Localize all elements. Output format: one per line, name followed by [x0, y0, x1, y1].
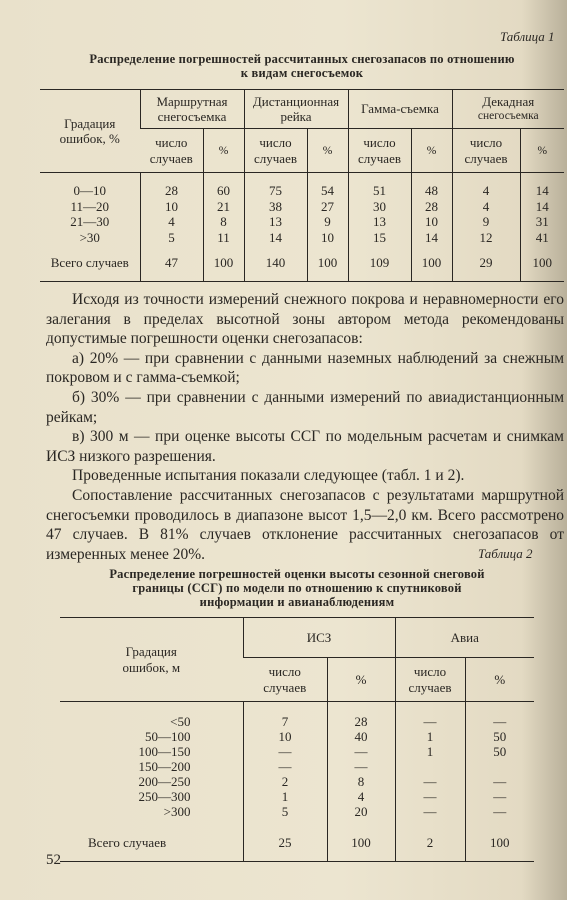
cell-value: 20 — [354, 804, 368, 819]
row-label: 150—200 — [138, 759, 191, 774]
row-label: 0—10 — [73, 183, 106, 198]
body-text — [46, 290, 564, 564]
page-number: 52 — [46, 852, 61, 868]
gradation-header-line2: ошибок, % — [59, 131, 120, 146]
cell-value: — — [493, 804, 507, 819]
paragraph: Сопоставление рассчитанных снегозапасов с результатами маршрутной снегосъемки проводилось в диапазоне высот 1,5—2,0 км. Всего рассмотрено 47 случаев. В 81% случаев отклонение рассчитанных снегозапасов от измеренных менее 20%. — [46, 486, 564, 563]
group-label-line2: снегосъемка — [157, 109, 227, 124]
table2-sub-count — [243, 658, 327, 702]
cell-value: 40 — [354, 729, 368, 744]
cell-value: 60 — [217, 183, 230, 198]
cell-value: 8 — [357, 774, 365, 789]
cell-value: 2 — [281, 774, 289, 789]
sub-count-l2: случаев — [408, 679, 452, 695]
table1-sub-count — [140, 129, 203, 173]
col-values — [244, 173, 307, 246]
cell-value: 51 — [373, 183, 386, 198]
cell-value: 4 — [482, 183, 490, 198]
cell-value: 14 — [535, 183, 549, 198]
table1-gradation-header — [40, 90, 140, 173]
cell-value: 10 — [278, 729, 292, 744]
col-values — [395, 702, 465, 826]
cell-value: — — [278, 744, 292, 759]
sub-count-l1: число — [363, 135, 396, 150]
table1-sub-percent: % — [520, 129, 564, 173]
cell-value: 1 — [426, 744, 434, 759]
table2-sub-count — [395, 658, 465, 702]
cell-value: 38 — [269, 198, 282, 214]
paragraph: Исходя из точности измерений снежного покрова и неравномерности его залегания в пределах высотной зоны автором метода рекомендованы допустимые погрешности оценки снегозапасов: — [46, 291, 564, 348]
table2-group-isz: ИСЗ — [243, 618, 395, 658]
table2-caption-line1: Распределение погрешностей оценки высоты сезонной снеговой — [109, 567, 485, 581]
cell-value: 14 — [535, 198, 549, 214]
cell-value: — — [354, 744, 368, 759]
table-row-total — [60, 825, 534, 861]
cell-value: 4 — [357, 789, 365, 804]
group-label-line2: рейка — [280, 109, 312, 124]
col-values — [243, 702, 327, 826]
total-value: 25 — [243, 825, 327, 861]
row-label: >30 — [79, 229, 100, 245]
cell-value: — — [423, 774, 437, 789]
table-row — [40, 173, 564, 246]
cell-value: 28 — [354, 714, 368, 729]
row-labels — [60, 702, 243, 826]
row-label: <50 — [170, 714, 191, 729]
cell-value: 7 — [281, 714, 289, 729]
total-value: 47 — [140, 245, 203, 281]
cell-value: 11 — [217, 229, 230, 245]
cell-value: 13 — [373, 214, 386, 229]
cell-value: — — [423, 714, 437, 729]
cell-value: 50 — [493, 744, 507, 759]
cell-value: 4 — [168, 214, 175, 229]
cell-value: 9 — [324, 214, 331, 229]
table1-group-distance — [244, 90, 348, 129]
list-item: в) 300 м — при оценке высоты ССГ по модельным расчетам и снимкам ИСЗ низкого разрешения. — [46, 428, 564, 465]
table2-sub-percent: % — [327, 658, 395, 702]
group-label-line1: Дистанционная — [252, 93, 340, 109]
cell-value: 50 — [493, 729, 507, 744]
cell-value: 27 — [321, 198, 334, 214]
table-row-total — [40, 245, 564, 281]
table2-caption-line3: информации и авианаблюдениям — [199, 595, 395, 609]
table2 — [60, 617, 534, 862]
col-values — [327, 702, 395, 826]
cell-value: 13 — [269, 214, 282, 229]
sub-count-l2: случаев — [464, 150, 508, 166]
cell-value: 30 — [373, 198, 386, 214]
cell-value: 28 — [425, 198, 438, 214]
row-label: 100—150 — [138, 744, 191, 759]
total-value: 2 — [395, 825, 465, 861]
sub-count-l2: случаев — [149, 150, 193, 166]
gradation-header-line2: ошибок, м — [122, 659, 181, 675]
cell-value: 15 — [373, 229, 386, 245]
col-values — [348, 173, 411, 246]
table1-group-gamma — [348, 90, 452, 129]
cell-value: 5 — [168, 229, 175, 245]
total-label: Всего случаев — [40, 245, 140, 281]
paragraph: Проведенные испытания показали следующее (табл. 1 и 2). — [72, 467, 465, 485]
table1-sub-percent: % — [411, 129, 452, 173]
cell-value: 75 — [269, 183, 282, 198]
cell-value: 31 — [535, 214, 549, 229]
cell-value: 10 — [425, 214, 438, 229]
col-values — [520, 173, 564, 246]
table1-sub-percent: % — [307, 129, 348, 173]
total-value: 100 — [327, 825, 395, 861]
cell-value: 9 — [482, 214, 490, 229]
cell-value — [396, 759, 465, 774]
table1-group-decade — [452, 90, 564, 129]
cell-value: 1 — [281, 789, 289, 804]
cell-value: — — [493, 774, 507, 789]
table1-caption-line2: к видам снегосъемок — [240, 66, 364, 80]
sub-count-l1: число — [268, 664, 301, 679]
cell-value: 48 — [425, 183, 438, 198]
cell-value: 5 — [281, 804, 289, 819]
total-value: 140 — [244, 245, 307, 281]
row-label: 250—300 — [138, 789, 191, 804]
table-row — [60, 702, 534, 826]
col-values — [140, 173, 203, 246]
sub-count-l1: число — [469, 135, 503, 150]
row-labels — [40, 173, 140, 246]
total-value: 109 — [348, 245, 411, 281]
row-label: 200—250 — [138, 774, 191, 789]
group-label-line2: снегосъемка — [477, 110, 539, 122]
sub-count-l1: число — [413, 664, 447, 679]
sub-count-l1: число — [259, 135, 292, 150]
cell-value: 41 — [535, 229, 549, 245]
cell-value: 10 — [165, 198, 178, 214]
cell-value: 14 — [269, 229, 282, 245]
cell-value: — — [423, 789, 437, 804]
total-value: 100 — [465, 825, 534, 861]
sub-count-l2: случаев — [254, 150, 297, 166]
sub-count-l1: число — [155, 135, 188, 150]
table2-gradation-header — [60, 618, 243, 702]
group-label-line1: Гамма-съемка — [361, 101, 439, 117]
table1-label: Таблица 1 — [500, 29, 555, 44]
table2-label: Таблица 2 — [478, 546, 533, 561]
row-label: >300 — [163, 804, 191, 819]
group-label-line1: Декадная — [482, 93, 535, 109]
row-label: 11—20 — [70, 198, 110, 214]
sub-count-l2: случаев — [263, 679, 307, 695]
table1 — [40, 89, 564, 282]
cell-value: 28 — [165, 183, 178, 198]
table1-caption-line1: Распределение погрешностей рассчитанных снегозапасов по отношению — [89, 52, 515, 66]
col-values — [307, 173, 348, 246]
col-values — [411, 173, 452, 246]
cell-value: — — [493, 789, 507, 804]
sub-count-l2: случаев — [358, 150, 401, 166]
table2-caption-line2: границы (ССГ) по модели по отношению к спутниковой — [132, 581, 462, 595]
gradation-header-line1: Градация — [64, 115, 116, 131]
cell-value: — — [354, 759, 368, 774]
table2-sub-percent: % — [465, 658, 534, 702]
table1-sub-percent: % — [203, 129, 244, 173]
cell-value: 10 — [321, 229, 334, 245]
total-value: 29 — [452, 245, 520, 281]
table1-group-route — [140, 90, 244, 129]
col-values — [465, 702, 534, 826]
col-values — [203, 173, 244, 246]
cell-value: — — [278, 759, 292, 774]
cell-value: 12 — [479, 229, 493, 245]
total-label: Всего случаев — [60, 825, 243, 861]
list-item: а) 20% — при сравнении с данными наземных наблюдений за снежным покровом и с гамма-съемкой; — [46, 349, 564, 387]
total-value: 100 — [520, 245, 564, 281]
cell-value: 1 — [426, 729, 434, 744]
gradation-header-line1: Градация — [125, 644, 177, 659]
cell-value: 54 — [321, 183, 334, 198]
col-values — [452, 173, 520, 246]
table1-sub-count — [348, 129, 411, 173]
group-label-line1: Маршрутная — [156, 93, 228, 109]
cell-value: — — [423, 804, 437, 819]
cell-value: — — [493, 714, 507, 729]
cell-value: 4 — [482, 198, 490, 214]
total-value: 100 — [411, 245, 452, 281]
row-label: 21—30 — [70, 214, 110, 229]
cell-value: 14 — [425, 229, 438, 245]
table2-group-avia: Авиа — [395, 618, 534, 658]
table1-sub-count — [244, 129, 307, 173]
table1-sub-count — [452, 129, 520, 173]
cell-value: 21 — [217, 198, 230, 214]
total-value: 100 — [203, 245, 244, 281]
list-item: б) 30% — при сравнении с данными измерений по авиадистанционным рейкам; — [46, 388, 564, 426]
cell-value: 8 — [220, 214, 227, 229]
cell-value — [466, 759, 535, 774]
table2-caption — [60, 567, 534, 609]
table1-caption — [40, 52, 564, 80]
row-label: 50—100 — [145, 729, 191, 744]
total-value: 100 — [307, 245, 348, 281]
